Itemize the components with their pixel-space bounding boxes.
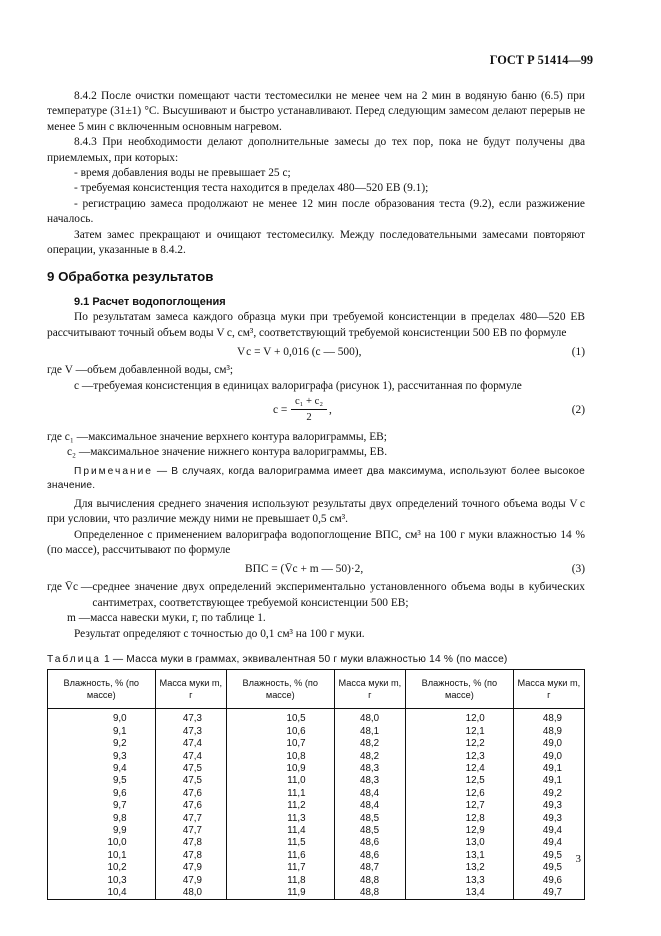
table-cell: 11,3: [226, 813, 334, 825]
table-cell: 49,3: [513, 813, 584, 825]
table-cell: 9,3: [48, 751, 156, 763]
formula-2-denominator: 2: [306, 411, 312, 423]
formula-1-expression: V c = V + 0,016 (c — 500),: [237, 346, 362, 359]
table-cell: 47,7: [155, 813, 226, 825]
paragraph-vpc-intro: Определенное с применением валориграфа водопоглощение ВПС, см³ на 100 г муки влажностью 14 % (по массе), рассчитывают по формуле: [47, 528, 585, 556]
formula-1: [47, 341, 585, 363]
definition-value: объем добавленной воды, см³;: [87, 364, 234, 377]
table-cell: 12,6: [406, 788, 514, 800]
table-cell: 12,1: [406, 726, 514, 738]
table-cell: 9,7: [48, 800, 156, 812]
table-cell: 13,3: [406, 875, 514, 887]
table-cell: 48,3: [334, 775, 406, 787]
formula-3: [47, 558, 585, 580]
table-cell: 48,6: [334, 850, 406, 862]
page-number: 3: [575, 853, 581, 865]
formula-3-number: (3): [571, 563, 585, 576]
definition-c1: [47, 430, 585, 445]
table-cell: 47,9: [155, 875, 226, 887]
table-cell: 48,6: [334, 837, 406, 849]
table-cell: 10,3: [48, 875, 156, 887]
definition-value: масса навески муки, г, по таблице 1.: [90, 612, 266, 625]
table-cell: 48,0: [334, 709, 406, 726]
paragraph-calc-intro: По результатам замеса каждого образца муки при требуемой консистенции в пределах 480—520 ЕВ рассчитывают точный объем воды V c, см³, соответствующий требуемой консистенции 500 ЕВ по формуле: [47, 311, 585, 339]
table-cell: 49,0: [513, 751, 584, 763]
table-row: [48, 775, 585, 787]
definition-key: m —: [67, 612, 91, 625]
table-body: [48, 709, 585, 900]
table-caption-text: 1 — Масса муки в граммах, эквивалентная 50 г муки влажностью 14 % (по массе): [100, 653, 508, 665]
formula-2-comma: ,: [329, 403, 332, 416]
definition-key: где V —: [47, 364, 88, 377]
document-code: ГОСТ Р 51414—99: [489, 53, 593, 67]
note-label: Примечание: [74, 465, 153, 477]
table-row: [48, 763, 585, 775]
table-cell: 49,3: [513, 800, 584, 812]
paragraph-8-4-2: 8.4.2 После очистки помещают части тестомесилки не менее чем на 2 мин в водяную баню (6.5) при температуре (31±1) °С. Высушивают и быстро устанавливают. Перед следующим замесом делают перерыв не менее 5 мин с включенным основным нагревом.: [47, 90, 585, 133]
table-row: [48, 825, 585, 837]
table-cell: 49,1: [513, 775, 584, 787]
table-cell: 47,3: [155, 726, 226, 738]
definition-value: требуемая консистенция в единицах валориграфа (рисунок 1), рассчитанная по формуле: [93, 379, 522, 392]
table-row: [48, 862, 585, 874]
page-content: [47, 89, 585, 900]
table-cell: 48,9: [513, 726, 584, 738]
table-cell: 49,7: [513, 887, 584, 900]
table-row: [48, 887, 585, 900]
table-cell: 13,2: [406, 862, 514, 874]
definition-c: [47, 379, 585, 394]
table-cell: 9,9: [48, 825, 156, 837]
table-cell: 12,0: [406, 709, 514, 726]
table-cell: 11,2: [226, 800, 334, 812]
table-cell: 11,8: [226, 875, 334, 887]
note-text: — В случаях, когда валориграмма имеет два максимума, используют более высокое значение.: [47, 465, 585, 491]
table-row: [48, 800, 585, 812]
list-item: - требуемая консистенция теста находится в пределах 480—520 ЕВ (9.1);: [74, 182, 429, 195]
table-cell: 49,4: [513, 837, 584, 849]
table-cell: 13,0: [406, 837, 514, 849]
table-row: [48, 875, 585, 887]
table-cell: 49,5: [513, 850, 584, 862]
table-cell: 9,6: [48, 788, 156, 800]
table-row: [48, 726, 585, 738]
table-cell: 47,5: [155, 775, 226, 787]
formula-2-numerator: c₁ + c₂: [291, 394, 327, 410]
table-cell: 47,8: [155, 850, 226, 862]
note: [47, 465, 585, 493]
table-caption: [47, 652, 585, 667]
table-cell: 10,4: [48, 887, 156, 900]
table-cell: 49,1: [513, 763, 584, 775]
paragraph-end-of-kneading: Затем замес прекращают и очищают тестомесилку. Между последовательными замесами повторяют операции, указанные в 8.4.2.: [47, 228, 585, 257]
column-header: Масса муки m, г: [155, 670, 226, 709]
table-cell: 48,3: [334, 763, 406, 775]
definition-value: максимальное значение нижнего контура валориграммы, ЕВ.: [90, 446, 388, 459]
definition-value: максимальное значение верхнего контура валориграммы, ЕВ;: [88, 430, 387, 443]
table-cell: 47,6: [155, 800, 226, 812]
table-cell: 48,4: [334, 788, 406, 800]
table-cell: 11,7: [226, 862, 334, 874]
table-cell: 48,5: [334, 825, 406, 837]
paragraph-8-4-3: 8.4.3 При необходимости делают дополнительные замесы до тех пор, пока не будут получены два приемлемых, при которых:: [47, 136, 585, 164]
table-cell: 13,4: [406, 887, 514, 900]
table-cell: 12,2: [406, 738, 514, 750]
table-cell: 48,9: [513, 709, 584, 726]
table-cell: 47,4: [155, 738, 226, 750]
table-cell: 47,9: [155, 862, 226, 874]
definition-key: где c₁ —: [47, 430, 89, 443]
table-cell: 48,1: [334, 726, 406, 738]
table-cell: 10,0: [48, 837, 156, 849]
table-cell: 11,0: [226, 775, 334, 787]
table-cell: 10,9: [226, 763, 334, 775]
column-header: Масса муки m, г: [334, 670, 406, 709]
definition-vbar: [47, 580, 585, 611]
table-cell: 10,2: [48, 862, 156, 874]
table-cell: 49,0: [513, 738, 584, 750]
formula-2-left: c =: [273, 403, 288, 416]
formula-3-expression: ВПС = (V̄c + m — 50)·2,: [245, 563, 364, 576]
definition-v: [47, 363, 585, 378]
table-cell: 9,1: [48, 726, 156, 738]
table-cell: 9,8: [48, 813, 156, 825]
table-header-row: [48, 670, 585, 709]
table-cell: 12,8: [406, 813, 514, 825]
table-cell: 11,6: [226, 850, 334, 862]
table-cell: 48,2: [334, 751, 406, 763]
definition-value: среднее значение двух определений экспериментально установленного объема воды в кубических сантиметрах, соответствующее требуемой консистенции 500 ЕВ;: [92, 581, 585, 609]
formula-2: [47, 394, 585, 430]
column-header: Влажность, % (по массе): [226, 670, 334, 709]
table-cell: 12,5: [406, 775, 514, 787]
table-cell: 9,2: [48, 738, 156, 750]
table-row: [48, 788, 585, 800]
table-cell: 48,4: [334, 800, 406, 812]
list-item: - регистрацию замеса продолжают не менее 12 мин после образования теста (9.2), если разжижение началось.: [47, 197, 585, 226]
table-cell: 12,9: [406, 825, 514, 837]
table-cell: 10,8: [226, 751, 334, 763]
list-item: - время добавления воды не превышает 25 с;: [74, 167, 291, 180]
table-cell: 10,5: [226, 709, 334, 726]
table-cell: 11,9: [226, 887, 334, 900]
table-cell: 49,4: [513, 825, 584, 837]
table-cell: 9,5: [48, 775, 156, 787]
table-cell: 11,5: [226, 837, 334, 849]
column-header: Влажность, % (по массе): [406, 670, 514, 709]
table-cell: 47,5: [155, 763, 226, 775]
table-cell: 47,8: [155, 837, 226, 849]
flour-mass-table: [47, 669, 585, 900]
table-cell: 47,3: [155, 709, 226, 726]
table-row: [48, 738, 585, 750]
table-cell: 48,0: [155, 887, 226, 900]
subsection-heading: 9.1 Расчет водопоглощения: [74, 295, 226, 308]
table-cell: 47,4: [155, 751, 226, 763]
definition-key: c —: [74, 379, 94, 392]
table-cell: 48,5: [334, 813, 406, 825]
table-cell: 48,8: [334, 875, 406, 887]
table-row: [48, 813, 585, 825]
definition-m: [47, 611, 585, 626]
formula-2-number: (2): [571, 403, 585, 416]
table-cell: 11,4: [226, 825, 334, 837]
definition-key: c₂ —: [67, 446, 91, 459]
formula-2-fraction: [291, 394, 327, 425]
table-cell: 10,1: [48, 850, 156, 862]
table-cell: 10,7: [226, 738, 334, 750]
table-row: [48, 850, 585, 862]
table-cell: 12,4: [406, 763, 514, 775]
table-cell: 12,7: [406, 800, 514, 812]
table-row: [48, 709, 585, 726]
table-cell: 9,4: [48, 763, 156, 775]
table-cell: 10,6: [226, 726, 334, 738]
definition-c2: [47, 445, 585, 460]
formula-1-number: (1): [571, 346, 585, 359]
table-cell: 13,1: [406, 850, 514, 862]
table-row: [48, 751, 585, 763]
paragraph-average: Для вычисления среднего значения используют результаты двух определений точного объема воды V c при условии, что различие между ними не превышает 0,5 см³.: [47, 497, 585, 526]
table-cell: 48,8: [334, 887, 406, 900]
definition-key: где V̄c —: [47, 581, 93, 594]
column-header: Масса муки m, г: [513, 670, 584, 709]
section-heading: 9 Обработка результатов: [47, 269, 214, 285]
table-cell: 49,5: [513, 862, 584, 874]
table-cell: 11,1: [226, 788, 334, 800]
table-cell: 48,2: [334, 738, 406, 750]
table-cell: 47,7: [155, 825, 226, 837]
table-cell: 49,6: [513, 875, 584, 887]
column-header: Влажность, % (по массе): [48, 670, 156, 709]
table-cell: 9,0: [48, 709, 156, 726]
table-cell: 47,6: [155, 788, 226, 800]
table-row: [48, 837, 585, 849]
table-cell: 48,7: [334, 862, 406, 874]
paragraph-precision: Результат определяют с точностью до 0,1 см³ на 100 г муки.: [74, 627, 365, 640]
table-caption-label: Таблица: [47, 653, 101, 665]
table-cell: 49,2: [513, 788, 584, 800]
table-cell: 12,3: [406, 751, 514, 763]
